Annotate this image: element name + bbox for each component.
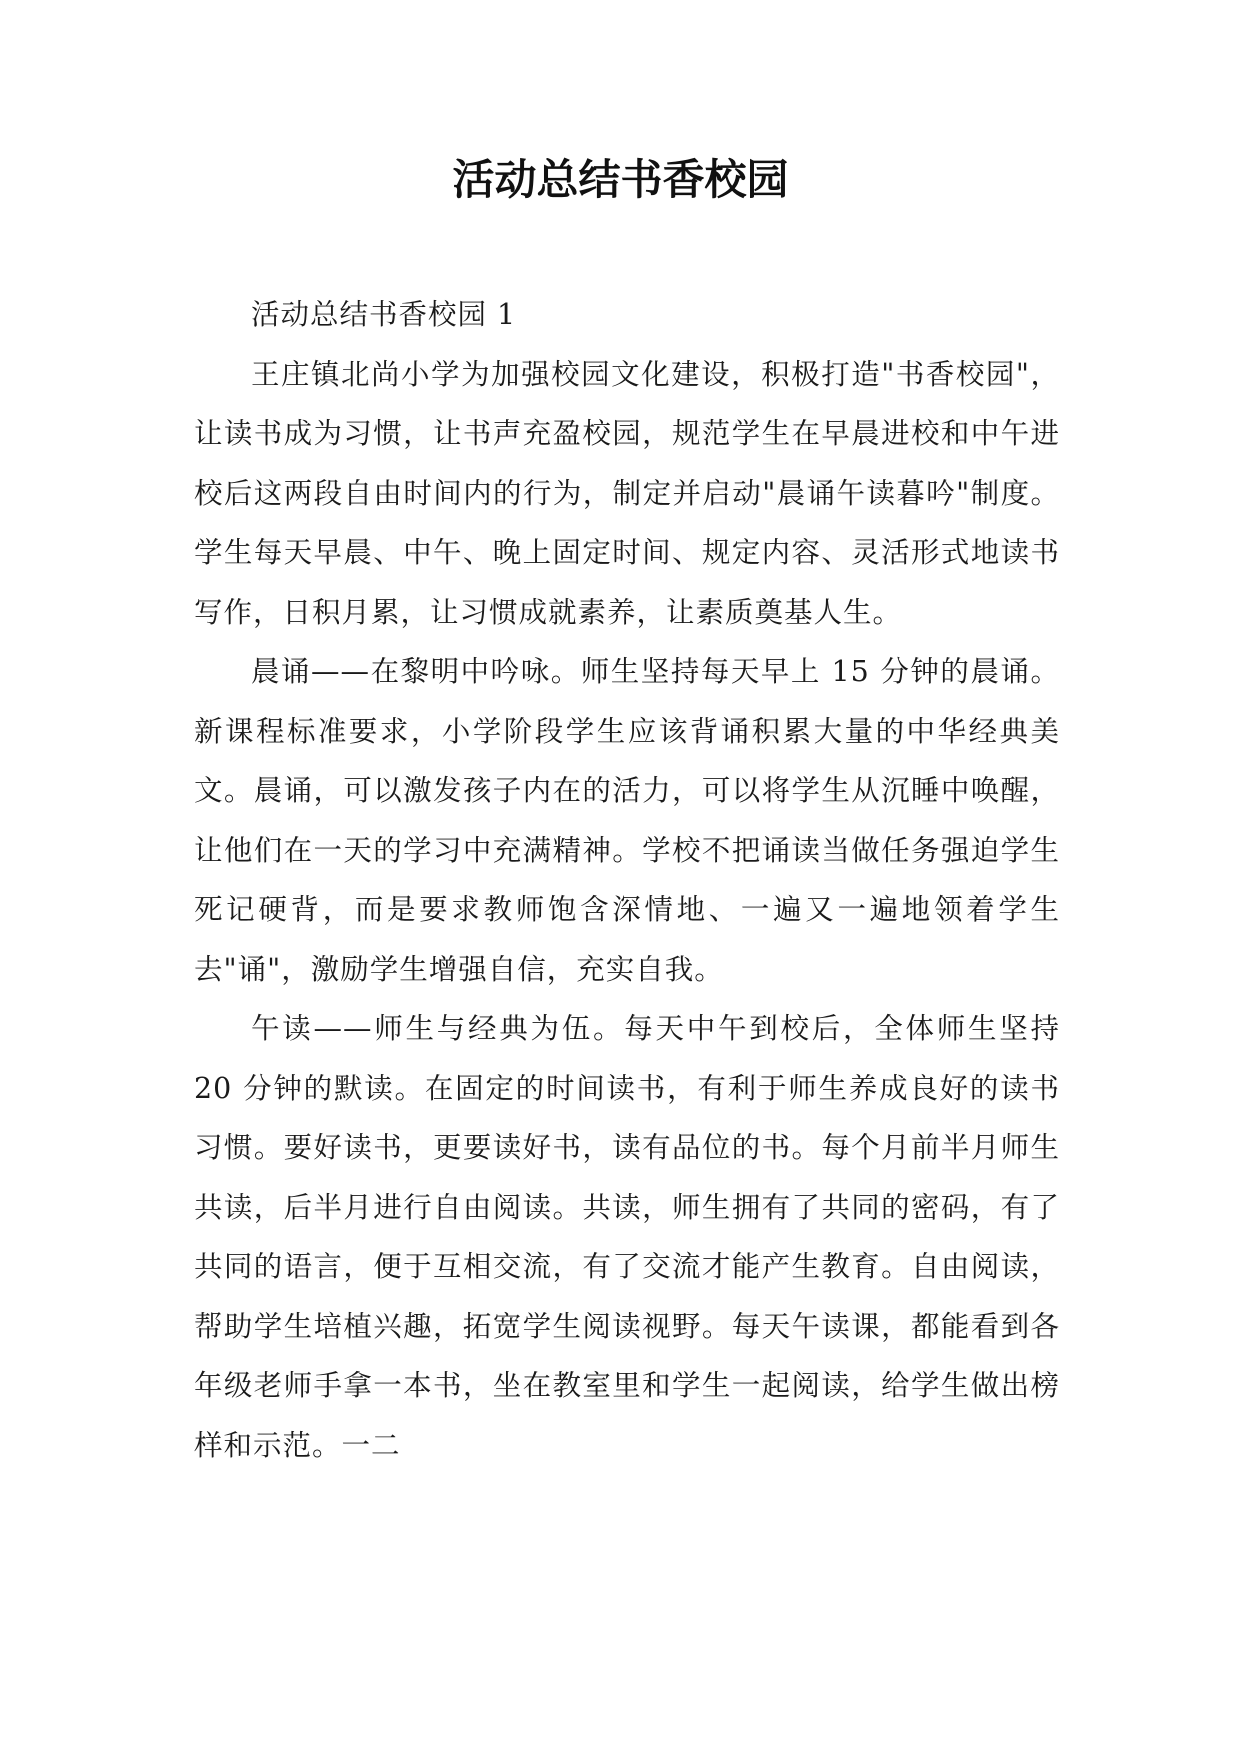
paragraph-morning-recitation: 晨诵——在黎明中吟咏。师生坚持每天早上 15 分钟的晨诵。新课程标准要求，小学阶段学生应该背诵积累大量的中华经典美文。晨诵，可以激发孩子内在的活力，可以将学生从沉睡中唤醒，让他们在一天的学习中充满精神。学校不把诵读当做任务强迫学生死记硬背，而是要求教师饱含深情地、一遍又一遍地领着学生去"诵"，激励学生增强自信，充实自我。 [194,655,1060,986]
paragraph-intro: 王庄镇北尚小学为加强校园文化建设，积极打造"书香校园"，让读书成为习惯，让书声充盈校园，规范学生在早晨进校和中午进校后这两段自由时间内的行为，制定并启动"晨诵午读暮吟"制度。学生每天早晨、中午、晚上固定时间、规定内容、灵活形式地读书写作，日积月累，让习惯成就素养，让素质奠基人生。 [194,357,1060,629]
section-heading: 活动总结书香校园 1 [251,298,517,331]
document-body [194,285,1060,1475]
document-title: 活动总结书香校园 [452,155,789,204]
paragraph-noon-reading: 午读——师生与经典为伍。每天中午到校后，全体师生坚持 20 分钟的默读。在固定的时间读书，有利于师生养成良好的读书习惯。要好读书，更要读好书，读有品位的书。每个月前半月师生共读，后半月进行自由阅读。共读，师生拥有了共同的密码，有了共同的语言，便于互相交流，有了交流才能产生教育。自由阅读，帮助学生培植兴趣，拓宽学生阅读视野。每天午读课，都能看到各年级老师手拿一本书，坐在教室里和学生一起阅读，给学生做出榜样和示范。一二 [194,1012,1060,1462]
